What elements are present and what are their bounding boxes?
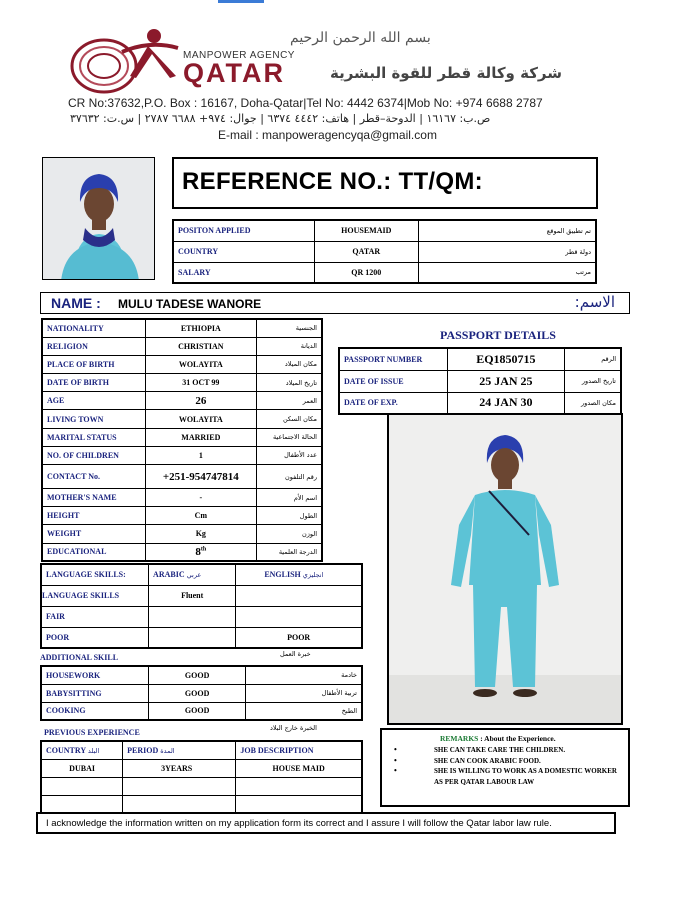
position-label: POSITON APPLIED: [173, 220, 314, 241]
position-label-arabic: تم تطبيق الموقع: [418, 220, 596, 241]
passport-details-table: [338, 347, 622, 415]
period-column-header: [123, 741, 236, 759]
personal-detail-label-arabic: عدد الأطفال: [256, 446, 322, 464]
personal-detail-row: [42, 392, 322, 410]
passport-row: [339, 348, 621, 370]
remarks-label: REMARKS: [440, 734, 479, 743]
personal-detail-label: CONTACT No.: [42, 465, 145, 489]
arabic-label-arabic: عربي: [186, 571, 202, 580]
personal-detail-value-text: WOLAYITA: [178, 359, 223, 369]
personal-detail-value-text: -: [199, 493, 203, 503]
arabic-level: [149, 627, 236, 648]
arabic-column-header: [149, 564, 236, 585]
applicant-full-body-photo: [387, 413, 623, 725]
issue-date-label-arabic: تاريخ الصدور: [564, 370, 621, 392]
personal-detail-value-text: Kg: [195, 529, 206, 539]
remark-item: • SHE CAN TAKE CARE THE CHILDREN.: [390, 745, 626, 756]
salary-label: SALARY: [173, 262, 314, 283]
language-row-label: POOR: [41, 627, 149, 648]
personal-detail-label: NO. OF CHILDREN: [42, 446, 145, 464]
country-column-label-arabic: البلد: [87, 746, 100, 755]
personal-detail-value: [145, 465, 256, 489]
personal-detail-value: [145, 446, 256, 464]
personal-detail-value-text: Cm: [194, 511, 208, 521]
personal-detail-row: [42, 355, 322, 373]
reference-number-box: [172, 157, 598, 209]
country-value: QATAR: [314, 241, 418, 262]
personal-detail-row: [42, 543, 322, 561]
arabic-label: ARABIC: [153, 570, 185, 580]
personal-detail-label: DATE OF BIRTH: [42, 374, 145, 392]
personal-detail-value-text: 31 OCT 99: [182, 378, 220, 388]
agency-logo-icon: [70, 26, 180, 96]
skill-label-arabic: تربية الأطفال: [246, 684, 362, 702]
skill-level: GOOD: [149, 702, 246, 720]
personal-detail-value: [145, 507, 256, 525]
salary-label-arabic: مرتب: [418, 262, 596, 283]
language-row-label: FAIR: [41, 606, 149, 627]
skill-label: COOKING: [41, 702, 149, 720]
skill-row: [41, 684, 362, 702]
personal-detail-label-arabic: تاريخ الميلاد: [256, 374, 322, 392]
skill-label-arabic: الطبخ: [246, 702, 362, 720]
english-label-arabic: انجليزي: [302, 571, 324, 580]
personal-detail-row: [42, 465, 322, 489]
remarks-list: [390, 745, 626, 787]
previous-experience-table: [40, 740, 363, 814]
skill-label: HOUSEWORK: [41, 666, 149, 684]
personal-detail-value: [145, 489, 256, 507]
expiry-date-label-arabic: مكان الصدور: [564, 392, 621, 414]
passport-details-title: PASSPORT DETAILS: [440, 328, 556, 342]
personal-detail-value: [145, 374, 256, 392]
remarks-title: [440, 734, 556, 743]
personal-detail-value-text: 26: [195, 394, 207, 407]
personal-detail-row: [42, 446, 322, 464]
personal-detail-label-arabic: الديانة: [256, 337, 322, 355]
personal-detail-value: [145, 525, 256, 543]
personal-detail-value: [145, 543, 256, 561]
experience-header-row: [41, 741, 362, 759]
remarks-box: [380, 728, 630, 807]
personal-detail-value-text: 8: [195, 545, 201, 558]
personal-detail-label-arabic: مكان السكن: [256, 410, 322, 428]
personal-detail-row: [42, 428, 322, 446]
personal-detail-value-text: ETHIOPIA: [180, 323, 221, 333]
contact-line-english: CR No:37632,P.O. Box : 16167, Doha-Qatar|Tel No: 4442 6374|Mob No: +974 6688 2787: [68, 96, 543, 110]
brand-arabic-name: شركة وكالة قطر للقوة البشرية: [330, 64, 562, 82]
position-row: [173, 241, 596, 262]
brand-manpower-agency: MANPOWER AGENCY: [183, 50, 295, 61]
position-table: [172, 219, 597, 284]
personal-detail-label: EDUCATIONAL: [42, 543, 145, 561]
position-row: [173, 262, 596, 283]
personal-detail-label: WEIGHT: [42, 525, 145, 543]
personal-detail-label-arabic: الجنسية: [256, 319, 322, 337]
name-bar: [40, 292, 630, 314]
skill-label-arabic: خادمة: [246, 666, 362, 684]
personal-detail-label-arabic: رقم التلفون: [256, 465, 322, 489]
experience-country: DUBAI: [41, 759, 123, 777]
english-column-header: [236, 564, 362, 585]
remark-item: • SHE CAN COOK ARABIC FOOD.: [390, 756, 626, 767]
personal-detail-label-arabic: الحالة الاجتماعية: [256, 428, 322, 446]
personal-detail-row: [42, 525, 322, 543]
personal-detail-value: [145, 428, 256, 446]
personal-detail-row: [42, 489, 322, 507]
personal-detail-label-arabic: الطول: [256, 507, 322, 525]
personal-detail-value-text: +251-954747814: [162, 470, 239, 483]
country-label-arabic: دولة قطر: [418, 241, 596, 262]
country-column-header: [41, 741, 123, 759]
personal-detail-row: [42, 507, 322, 525]
additional-skill-title-arabic: خبرة العمل: [280, 650, 311, 658]
remarks-subtitle: : About the Experience.: [480, 734, 556, 743]
top-accent-bar: [218, 0, 264, 3]
position-row: [173, 220, 596, 241]
personal-detail-value: [145, 392, 256, 410]
acknowledgement-statement: I acknowledge the information written on my application form its correct and I assure I will follow the Qatar labor law rule.: [36, 812, 616, 834]
skill-row: [41, 702, 362, 720]
name-value: MULU TADESE WANORE: [118, 297, 262, 311]
experience-row: [41, 759, 362, 777]
country-column-label: COUNTRY: [46, 745, 86, 755]
personal-detail-value: [145, 337, 256, 355]
country-label: COUNTRY: [173, 241, 314, 262]
issue-date-value: 25 JAN 25: [447, 370, 564, 392]
arabic-level: Fluent: [149, 585, 236, 606]
previous-experience-title: PREVIOUS EXPERIENCE: [44, 728, 140, 737]
experience-country: [41, 795, 123, 813]
expiry-date-value: 24 JAN 30: [447, 392, 564, 414]
passport-row: [339, 370, 621, 392]
position-value: HOUSEMAID: [314, 220, 418, 241]
skill-level: GOOD: [149, 684, 246, 702]
personal-detail-row: [42, 319, 322, 337]
personal-detail-label-arabic: الدرجة العلمية: [256, 543, 322, 561]
personal-detail-label: NATIONALITY: [42, 319, 145, 337]
personal-detail-value-superscript: th: [200, 546, 207, 553]
personal-detail-value-text: WOLAYITA: [178, 414, 223, 424]
experience-period: [123, 795, 236, 813]
contact-email: E-mail : manpoweragencyqa@gmail.com: [218, 128, 437, 142]
personal-detail-label: RELIGION: [42, 337, 145, 355]
period-column-label: PERIOD: [127, 745, 159, 755]
applicant-portrait-photo: [42, 157, 155, 280]
skill-row: [41, 666, 362, 684]
personal-detail-value: [145, 319, 256, 337]
language-row: [41, 627, 362, 648]
personal-detail-label: PLACE OF BIRTH: [42, 355, 145, 373]
skill-level: GOOD: [149, 666, 246, 684]
contact-line-arabic: ص.ب: ١٦١٦٧ | الدوحة–قطر | هاتف: ٤٤٤٢ ٦٣٧٤ | جوال: ٩٧٤+ ٦٦٨٨ ٢٧٨٧ | س.ت: ٣٧٦٣٢: [70, 112, 491, 125]
skill-label: BABYSITTING: [41, 684, 149, 702]
english-label: ENGLISH: [264, 570, 301, 580]
additional-skill-title: ADDITIONAL SKILL: [40, 653, 119, 662]
language-row: [41, 585, 362, 606]
job-column-header: JOB DESCRIPTION: [236, 741, 362, 759]
experience-job: [236, 795, 362, 813]
language-skills-table: [40, 563, 363, 649]
brand-qatar: QATAR: [183, 58, 285, 88]
language-row: [41, 606, 362, 627]
language-header-row: [41, 564, 362, 585]
personal-detail-label-arabic: اسم الأم: [256, 489, 322, 507]
arabic-level: [149, 606, 236, 627]
personal-detail-label: HEIGHT: [42, 507, 145, 525]
experience-row: [41, 795, 362, 813]
experience-row: [41, 777, 362, 795]
passport-number-value: EQ1850715: [447, 348, 564, 370]
reference-number-label: REFERENCE NO.: TT/QM:: [182, 168, 483, 195]
personal-detail-label-arabic: العمر: [256, 392, 322, 410]
experience-job: [236, 777, 362, 795]
period-column-label-arabic: المدة: [160, 746, 175, 755]
english-level: [236, 606, 362, 627]
personal-detail-value-text: MARRIED: [181, 432, 221, 442]
expiry-date-label: DATE OF EXP.: [339, 392, 447, 414]
personal-detail-label: MARITAL STATUS: [42, 428, 145, 446]
personal-detail-row: [42, 374, 322, 392]
personal-detail-value: [145, 410, 256, 428]
passport-row: [339, 392, 621, 414]
previous-experience-title-arabic: الخبرة خارج البلاد: [270, 724, 317, 732]
personal-detail-value-text: 1: [198, 450, 203, 460]
bismillah-text: بسم الله الرحمن الرحيم: [290, 30, 431, 46]
name-label: NAME :: [51, 295, 101, 311]
personal-detail-label-arabic: الوزن: [256, 525, 322, 543]
personal-detail-label: AGE: [42, 392, 145, 410]
issue-date-label: DATE OF ISSUE: [339, 370, 447, 392]
personal-detail-row: [42, 410, 322, 428]
english-level: [236, 585, 362, 606]
personal-detail-value: [145, 355, 256, 373]
experience-job: HOUSE MAID: [236, 759, 362, 777]
remark-item: • SHE IS WILLING TO WORK AS A DOMESTIC WORKER AS PER QATAR LABOUR LAW: [390, 766, 626, 787]
personal-detail-row: [42, 337, 322, 355]
experience-country: [41, 777, 123, 795]
experience-period: 3YEARS: [123, 759, 236, 777]
language-row-label: LANGUAGE SKILLS: [41, 585, 149, 606]
personal-details-table: [41, 318, 323, 562]
name-label-arabic: الاسم:: [574, 293, 615, 311]
english-level: POOR: [236, 627, 362, 648]
language-skills-header: LANGUAGE SKILLS:: [41, 564, 149, 585]
personal-detail-label-arabic: مكان الميلاد: [256, 355, 322, 373]
personal-detail-value-text: CHRISTIAN: [178, 341, 224, 351]
passport-number-label: PASSPORT NUMBER: [339, 348, 447, 370]
experience-period: [123, 777, 236, 795]
personal-detail-label: MOTHER'S NAME: [42, 489, 145, 507]
additional-skills-table: [40, 665, 363, 721]
salary-value: QR 1200: [314, 262, 418, 283]
personal-detail-label: LIVING TOWN: [42, 410, 145, 428]
passport-number-label-arabic: الرقم: [564, 348, 621, 370]
